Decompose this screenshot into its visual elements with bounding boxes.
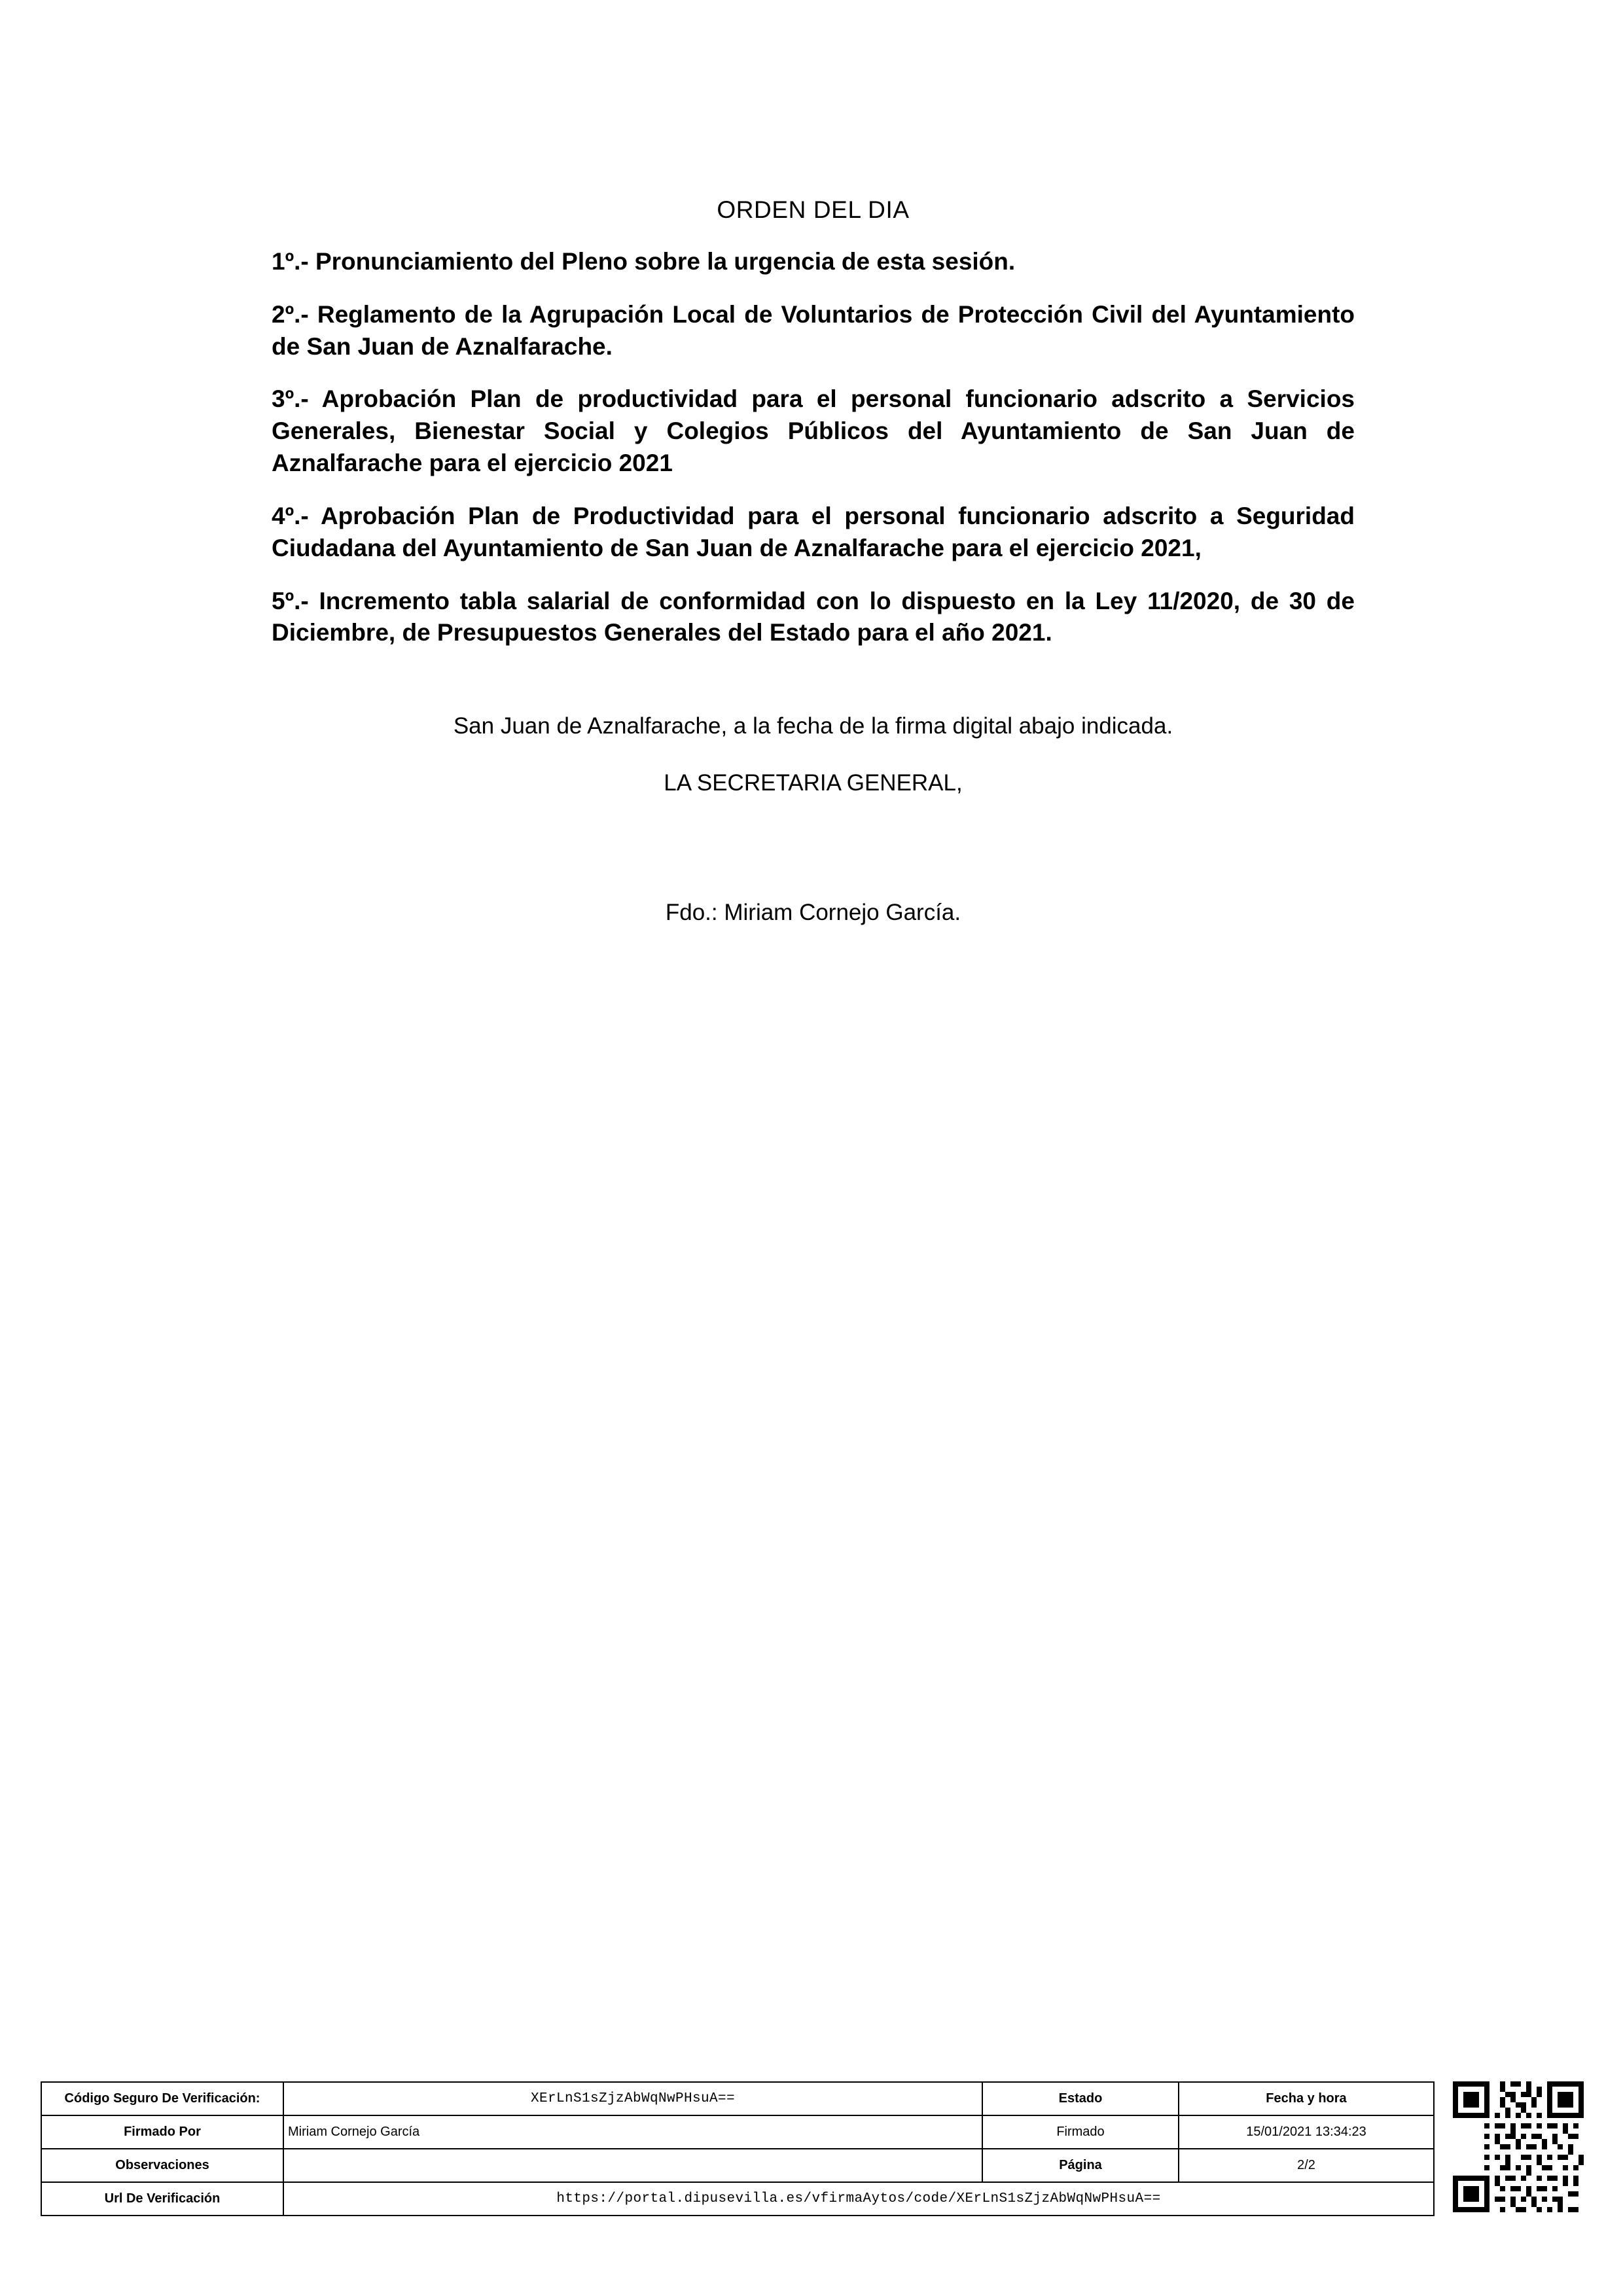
signature-line: Fdo.: Miriam Cornejo García. (665, 900, 961, 926)
qr-code (1453, 2081, 1584, 2212)
estado-value: Firmado (982, 2115, 1179, 2149)
pagina-label: Página (982, 2149, 1179, 2182)
table-row (41, 2182, 1434, 2216)
agenda-item-3: 3º.- Aprobación Plan de productividad para el personal funcionario adscrito a Servicios Generales, Bienestar Social y Colegios Públicos del Ayuntamiento de San Juan de Aznalfarache para el ejercicio 2021 (272, 385, 1355, 477)
fecha-value: 15/01/2021 13:34:23 (1179, 2115, 1434, 2149)
observaciones-label: Observaciones (41, 2149, 283, 2182)
table-row (41, 2082, 1434, 2115)
table-row (41, 2115, 1434, 2149)
verification-footer (41, 2081, 1582, 2216)
closing-block (272, 709, 1355, 800)
csv-label: Código Seguro De Verificación: (41, 2082, 283, 2115)
agenda-item-5: 5º.- Incremento tabla salarial de conformidad con lo dispuesto en la Ley 11/2020, de 30 de Diciembre, de Presupuestos Generales del Estado para el año 2021. (272, 587, 1355, 646)
firmado-por-label: Firmado Por (41, 2115, 283, 2149)
observaciones-value (283, 2149, 982, 2182)
closing-role: LA SECRETARIA GENERAL, (664, 769, 963, 796)
fecha-label: Fecha y hora (1179, 2082, 1434, 2115)
verification-table (41, 2081, 1435, 2216)
document-content (272, 196, 1355, 926)
pagina-value: 2/2 (1179, 2149, 1434, 2182)
qr-code-icon (1453, 2081, 1584, 2212)
firmado-por-value: Miriam Cornejo García (283, 2115, 982, 2149)
page-title: ORDEN DEL DIA (717, 196, 910, 223)
agenda-item-1: 1º.- Pronunciamiento del Pleno sobre la urgencia de esta sesión. (272, 248, 1016, 275)
closing-place-date: San Juan de Aznalfarache, a la fecha de la firma digital abajo indicada. (453, 713, 1173, 739)
agenda-item-4: 4º.- Aprobación Plan de Productividad para el personal funcionario adscrito a Seguridad Ciudadana del Ayuntamiento de San Juan de Aznalfarache para el ejercicio 2021, (272, 502, 1355, 561)
url-label: Url De Verificación (41, 2182, 283, 2216)
estado-label: Estado (982, 2082, 1179, 2115)
csv-value: XErLnS1sZjzAbWqNwPHsuA== (283, 2082, 982, 2115)
url-value: https://portal.dipusevilla.es/vfirmaAytos/code/XErLnS1sZjzAbWqNwPHsuA== (283, 2182, 1434, 2216)
table-row (41, 2149, 1434, 2182)
agenda-item-2: 2º.- Reglamento de la Agrupación Local de Voluntarios de Protección Civil del Ayuntamiento de San Juan de Aznalfarache. (272, 300, 1355, 360)
